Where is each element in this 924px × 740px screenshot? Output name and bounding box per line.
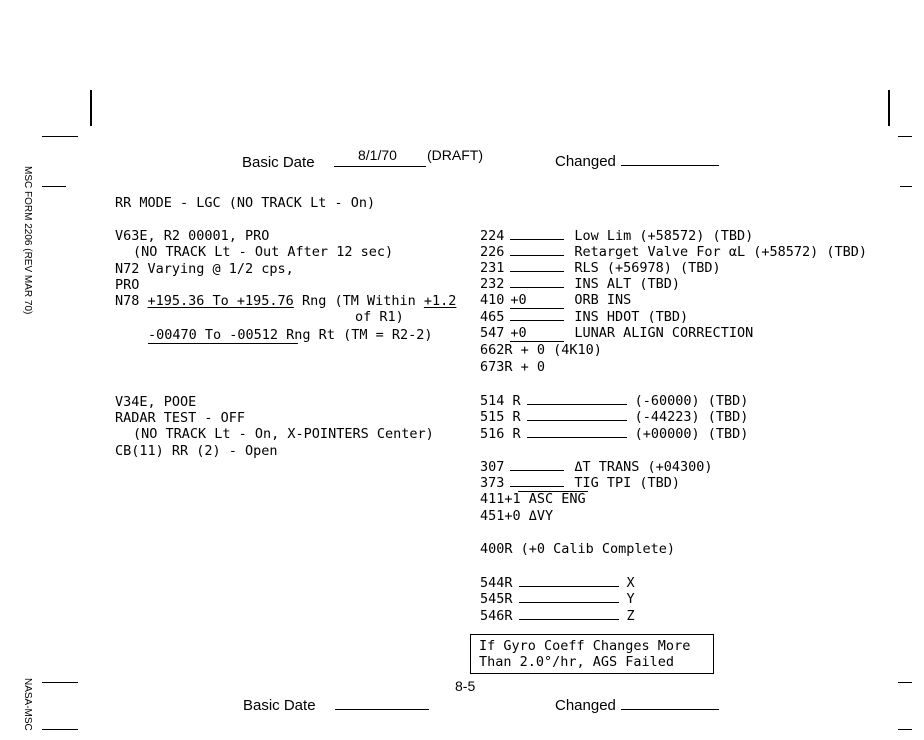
row-515-text: (-44223) (TBD) — [634, 409, 749, 425]
row-231-code: 231 — [480, 260, 505, 276]
row-514-code: 514 R — [480, 393, 521, 409]
row-544 — [480, 574, 635, 591]
basic-date-value: 8/1/70 — [358, 147, 397, 163]
row-516 — [480, 425, 748, 442]
draft-label: (DRAFT) — [427, 147, 483, 163]
row-224 — [480, 227, 753, 244]
row-465-code: 465 — [480, 309, 505, 325]
row-544-blank — [519, 574, 619, 587]
row-451: 451+0 ΔVY — [480, 508, 554, 524]
row-373-text: TIG TPI (TBD) — [574, 475, 681, 491]
form-side-label: MSC FORM 2206 (REV MAR 70) — [22, 166, 33, 315]
no-track-out-line: (NO TRACK Lt - Out After 12 sec) — [133, 244, 394, 260]
cb-line: CB(11) RR (2) - Open — [115, 443, 278, 459]
row-411-prefix: 411+1 — [480, 491, 529, 507]
row-232 — [480, 275, 680, 292]
row-465 — [480, 308, 688, 325]
row-231-blank — [510, 259, 564, 272]
footer-changed-underline — [621, 709, 719, 710]
row-514-blank — [527, 392, 627, 405]
row-547-code: 547 — [480, 325, 505, 341]
row-546-blank — [519, 607, 619, 620]
row-226-blank — [510, 243, 564, 256]
row-224-code: 224 — [480, 228, 505, 244]
row-515-blank — [527, 408, 627, 421]
row-516-text: (+00000) (TBD) — [634, 426, 749, 442]
row-410 — [480, 292, 631, 309]
row-224-blank — [510, 227, 564, 240]
row-231-text: RLS (+56978) (TBD) — [574, 260, 721, 276]
row-547-text: LUNAR ALIGN CORRECTION — [574, 325, 754, 341]
row-465-text: INS HDOT (TBD) — [574, 309, 689, 325]
rr-mode: RR MODE - LGC (NO TRACK Lt - On) — [115, 195, 376, 211]
row-226-code: 226 — [480, 244, 505, 260]
pro-line: PRO — [115, 277, 140, 293]
row-411-text: ASC ENG — [528, 491, 586, 507]
row-546 — [480, 607, 635, 624]
row-307-text: ΔT TRANS (+04300) — [574, 459, 713, 475]
row-410-code: 410 — [480, 292, 505, 308]
row-545 — [480, 590, 635, 607]
row-232-code: 232 — [480, 276, 505, 292]
row-546-code: 546R — [480, 608, 513, 624]
row-662: 662R + 0 (4K10) — [480, 342, 602, 358]
row-410-text: ORB INS — [574, 292, 632, 308]
no-track-on-line: (NO TRACK Lt - On, X-POINTERS Center) — [133, 426, 434, 442]
row-411 — [480, 491, 586, 507]
footer-basic-date-underline — [335, 709, 429, 710]
n78-prefix: N78 — [115, 293, 148, 309]
right-tick-foot — [898, 729, 912, 730]
basic-date-underline — [334, 166, 426, 167]
row-547-value: +0 — [510, 325, 564, 342]
row-515 — [480, 408, 748, 425]
row-224-text: Low Lim (+58572) (TBD) — [574, 228, 754, 244]
row-673: 673R + 0 — [480, 359, 546, 375]
row-307-blank — [510, 458, 564, 471]
changed-label: Changed — [555, 153, 616, 170]
row-226-text: Retarget Valve For αL (+58572) (TBD) — [574, 244, 867, 260]
n78-tolerance: +1.2 — [423, 293, 457, 309]
gyro-note-line1: If Gyro Coeff Changes More — [479, 638, 691, 654]
row-514 — [480, 392, 748, 409]
row-232-blank — [510, 275, 564, 288]
left-tick-mid — [42, 186, 66, 187]
row-545-code: 545R — [480, 591, 513, 607]
n72-line: N72 Varying @ 1/2 cps, — [115, 261, 294, 277]
v34e-line: V34E, POOE — [115, 394, 197, 410]
rng-rt-text: Rng Rt (TM = R2-2) — [278, 327, 433, 343]
row-410-value: +0 — [510, 292, 564, 309]
footer-basic-date-label: Basic Date — [243, 697, 316, 714]
row-373-code: 373 — [480, 475, 505, 491]
row-373-blank — [510, 474, 564, 487]
n78-line — [115, 293, 456, 309]
page-number: 8-5 — [455, 678, 476, 694]
row-547 — [480, 325, 753, 342]
row-411-overline — [518, 491, 588, 492]
right-tick-bottom — [898, 682, 912, 683]
row-545-blank — [519, 590, 619, 603]
right-tick-mid — [900, 186, 912, 187]
of-r1-line: of R1) — [355, 309, 404, 325]
row-515-code: 515 R — [480, 409, 521, 425]
row-400: 400R (+0 Calib Complete) — [480, 541, 676, 557]
basic-date-label: Basic Date — [242, 154, 315, 171]
changed-underline — [621, 165, 719, 166]
rng-rt-underline — [148, 343, 298, 344]
row-516-blank — [527, 425, 627, 438]
n78-range: +195.36 To +195.76 — [147, 293, 294, 309]
v63e-line: V63E, R2 00001, PRO — [115, 228, 270, 244]
row-544-axis: X — [626, 575, 635, 591]
left-margin-bar — [90, 90, 92, 126]
right-tick-top — [898, 136, 912, 137]
org-side-label: NASA-MSC — [22, 678, 33, 731]
row-514-text: (-60000) (TBD) — [634, 393, 749, 409]
rng-rt-range: -00470 To -00512 — [148, 327, 279, 343]
row-307 — [480, 458, 713, 475]
n78-rng: Rng (TM Within — [293, 293, 424, 309]
row-226 — [480, 243, 867, 260]
left-tick-foot — [42, 729, 78, 730]
row-465-blank — [510, 308, 564, 321]
row-373 — [480, 474, 680, 491]
footer-changed-label: Changed — [555, 697, 616, 714]
gyro-note-line2: Than 2.0°/hr, AGS Failed — [479, 654, 675, 670]
row-544-code: 544R — [480, 575, 513, 591]
row-545-axis: Y — [626, 591, 635, 607]
left-tick-bottom — [42, 682, 78, 683]
gyro-note-box — [470, 634, 714, 674]
row-546-axis: Z — [626, 608, 635, 624]
row-516-code: 516 R — [480, 426, 521, 442]
left-tick-top — [42, 136, 78, 137]
right-margin-bar — [888, 90, 890, 126]
radar-test-line: RADAR TEST - OFF — [115, 410, 246, 426]
row-307-code: 307 — [480, 459, 505, 475]
rng-rt-line — [148, 327, 432, 343]
row-231 — [480, 259, 721, 276]
row-232-text: INS ALT (TBD) — [574, 276, 681, 292]
